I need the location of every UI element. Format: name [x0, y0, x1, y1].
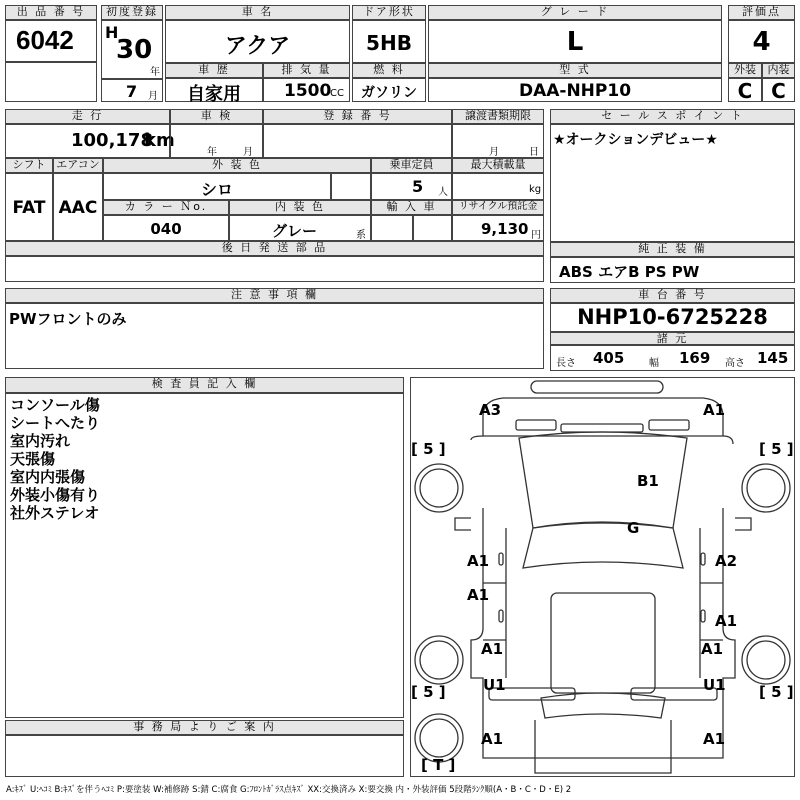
shift: FAT	[12, 198, 46, 218]
height-label: 高さ	[725, 358, 745, 369]
fuel: ガソリン	[361, 85, 417, 101]
mark-left-rear-fender: A1	[481, 640, 504, 658]
spec-box	[550, 345, 795, 371]
model: DAA-NHP10	[518, 81, 632, 101]
interior-grade-box	[762, 78, 795, 102]
history: 自家用	[187, 84, 241, 105]
inspector-line: シートへたり	[10, 414, 101, 432]
reg-no-label: 登 録 番 号	[263, 109, 452, 124]
ext-color-extra	[331, 173, 371, 200]
recycle: 9,130	[481, 220, 529, 238]
notes-box	[5, 303, 544, 369]
chassis-box	[550, 303, 795, 332]
history-label: 車 歴	[165, 63, 263, 78]
door-box	[352, 20, 426, 63]
history-box	[165, 78, 263, 105]
chassis-label: 車 台 番 号	[550, 288, 795, 303]
grade: L	[566, 27, 584, 57]
later-parts-box	[5, 256, 544, 282]
chassis-number: NHP10-6725228	[577, 305, 768, 329]
import-label: 輸 入 車	[371, 200, 452, 215]
fuel-label: 燃 料	[352, 63, 426, 78]
inspector-line: 天張傷	[10, 450, 56, 468]
later-parts-label: 後 日 発 送 部 品	[5, 241, 544, 256]
max-load-label: 最大積載量	[452, 158, 544, 173]
exterior-grade: C	[737, 79, 753, 103]
transfer-deadline-label: 譲渡書類期限	[452, 109, 544, 124]
ext-color-label: 外 装 色	[103, 158, 371, 173]
genuine-box	[550, 257, 795, 283]
lot-no-label: 出 品 番 号	[5, 5, 97, 20]
int-color-box	[229, 215, 371, 241]
shift-box	[5, 173, 53, 241]
interior-label: 内装	[762, 63, 795, 78]
transfer-deadline-box	[452, 124, 544, 158]
width: 169	[679, 349, 711, 367]
office-label: 事 務 局 よ り ご 案 内	[5, 720, 404, 735]
recycle-unit: 円	[531, 230, 541, 241]
int-color-suffix: 系	[356, 230, 366, 241]
max-load-unit: kg	[529, 184, 542, 195]
length-label: 長さ	[556, 358, 576, 369]
grade-label: グ レ ー ド	[428, 5, 722, 20]
tire-front-left: [ 5 ]	[411, 440, 446, 458]
inspector-line: 外装小傷有り	[10, 486, 101, 504]
mark-right-rear-fender: A1	[701, 640, 724, 658]
lot-no-box	[5, 20, 97, 62]
mark-right-front-door: A2	[715, 552, 738, 570]
displacement-box	[263, 78, 350, 102]
genuine: ABS エアB PS PW	[559, 263, 700, 281]
lot-blank	[5, 62, 97, 102]
mark-windshield: G	[627, 519, 640, 537]
door-label: ドア形状	[352, 5, 426, 20]
score: 4	[752, 27, 771, 57]
model-box	[428, 78, 722, 102]
ext-color: シロ	[200, 180, 233, 199]
exterior-label: 外装	[728, 63, 762, 78]
transfer-day-unit: 日	[529, 147, 539, 158]
legend: A:ｷｽﾞ U:ﾍｺﾐ B:ｷｽﾞを伴うﾍｺﾐ P:要塗装 W:補修跡 S:錆 C:腐食 G:ﾌﾛﾝﾄｶﾞﾗｽ点ｷｽﾞ XX:交換済み X:要交換 内・外装評価 5段階ﾗﾝｸ順(A・B・C・D・E) 2	[6, 785, 572, 795]
mark-left-front-door: A1	[467, 552, 490, 570]
door: 5HB	[366, 31, 412, 55]
ext-color-box	[103, 173, 331, 200]
sales-point-label: セ ー ル ス ポ イ ン ト	[550, 109, 795, 124]
month: 7	[126, 82, 138, 101]
height: 145	[757, 349, 789, 367]
capacity-label: 乗車定員	[371, 158, 452, 173]
tire-front-right: [ 5 ]	[759, 440, 794, 458]
mark-front-right: A1	[703, 401, 726, 419]
capacity: 5	[412, 177, 424, 196]
inspector-line: 室内汚れ	[10, 432, 71, 450]
interior-grade: C	[771, 79, 786, 103]
mark-rear-right: A1	[703, 730, 726, 748]
ac-box	[53, 173, 103, 241]
displacement: 1500	[284, 81, 332, 101]
inspector-line: 社外ステレオ	[10, 504, 100, 522]
score-label: 評価点	[728, 5, 795, 20]
mileage: 100,178	[71, 130, 153, 151]
capacity-unit: 人	[438, 187, 448, 198]
mark-hood: B1	[637, 472, 659, 490]
year-unit: 年	[150, 67, 160, 78]
spare-tire: [ T ]	[421, 756, 456, 774]
spec-label: 諸 元	[550, 332, 795, 345]
lot-no: 6042	[16, 25, 74, 55]
car-name-box	[165, 20, 350, 63]
displacement-unit: CC	[330, 88, 344, 99]
office-box	[5, 735, 404, 777]
inspector-box	[5, 393, 404, 718]
first-reg-month	[101, 79, 163, 102]
notes-text: PWフロントのみ	[9, 310, 127, 328]
ac-label: エアコン	[53, 158, 103, 173]
width-label: 幅	[649, 358, 659, 369]
recycle-label: リサイクル預託金	[452, 200, 544, 215]
fuel-box	[352, 78, 426, 102]
inspection-month-unit: 月	[243, 147, 253, 158]
capacity-box	[371, 173, 452, 200]
mark-front-left: A3	[479, 401, 502, 419]
model-label: 型 式	[428, 63, 722, 78]
mark-left-rear-door: A1	[467, 586, 490, 604]
exterior-grade-box	[728, 78, 762, 102]
ac: AAC	[58, 198, 98, 218]
inspection-year-unit: 年	[207, 147, 217, 158]
color-no-label: カ ラ ー Ｎo.	[103, 200, 229, 215]
car-name: アクア	[224, 34, 291, 59]
shift-label: シフト	[5, 158, 53, 173]
inspection-box	[170, 124, 263, 158]
first-reg-box	[101, 20, 163, 79]
transfer-month-unit: 月	[489, 147, 499, 158]
score-box	[728, 20, 795, 63]
inspector-line: コンソール傷	[10, 396, 100, 414]
recycle-box	[452, 215, 544, 241]
int-color-label: 内 装 色	[229, 200, 371, 215]
inspection-label: 車 検	[170, 109, 263, 124]
mark-rear-left: A1	[481, 730, 504, 748]
grade-box	[428, 20, 722, 63]
year: 30	[116, 35, 153, 65]
inspector-label: 検 査 員 記 入 欄	[5, 377, 404, 393]
month-unit: 月	[148, 91, 158, 102]
color-no: 040	[150, 220, 182, 238]
sales-point-text: ★オークションデビュー★	[553, 132, 718, 148]
int-color: グレー	[272, 222, 318, 240]
reg-no-box	[263, 124, 452, 158]
sales-point-box	[550, 124, 795, 242]
genuine-label: 純 正 装 備	[550, 242, 795, 257]
length: 405	[593, 349, 625, 367]
inspector-line: 室内内張傷	[10, 468, 86, 486]
displacement-label: 排 気 量	[263, 63, 350, 78]
mark-left-sill: U1	[483, 676, 506, 694]
color-no-box	[103, 215, 229, 241]
max-load-box	[452, 173, 544, 200]
mark-right-sill: U1	[703, 676, 726, 694]
mark-right-rear-door: A1	[715, 612, 738, 630]
mileage-label: 走 行	[5, 109, 170, 124]
mileage-unit: km	[144, 130, 175, 151]
tire-rear-left: [ 5 ]	[411, 683, 446, 701]
car-outline	[411, 378, 794, 776]
era: H	[105, 23, 119, 42]
car-name-label: 車 名	[165, 5, 350, 20]
car-diagram	[410, 377, 795, 777]
import-box-b	[413, 215, 452, 241]
first-reg-label: 初度登録	[101, 5, 163, 20]
notes-label: 注 意 事 項 欄	[5, 288, 544, 303]
import-box-a	[371, 215, 413, 241]
mileage-box	[5, 124, 175, 158]
tire-rear-right: [ 5 ]	[759, 683, 794, 701]
